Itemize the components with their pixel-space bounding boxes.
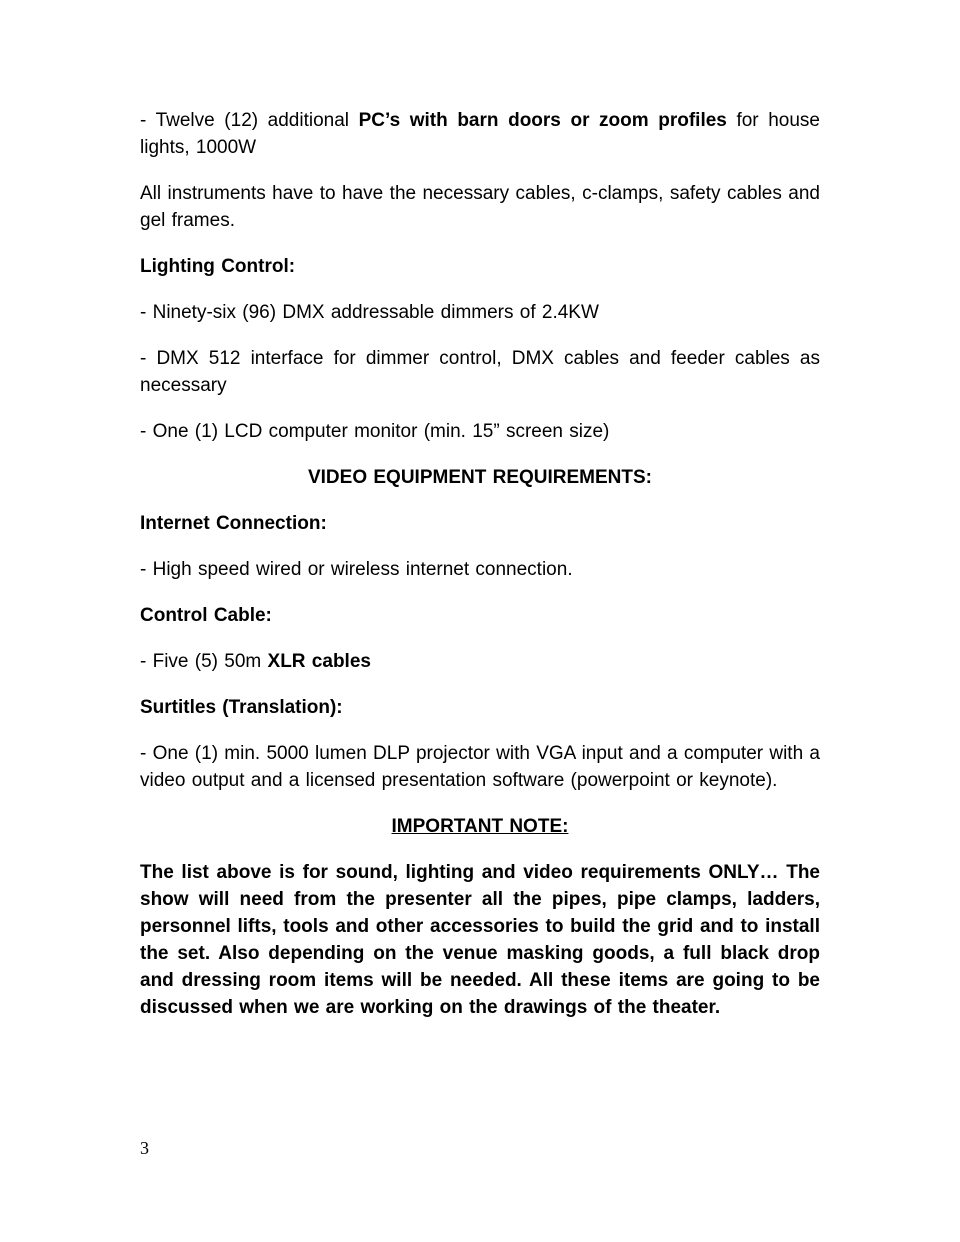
heading-surtitles-translation	[140, 694, 820, 721]
page-number: 3	[140, 1138, 149, 1158]
heading-surtitles-translation-segment: Surtitles (Translation):	[140, 697, 343, 718]
bullet-twelve-pcs-segment: PC’s with barn doors or zoom profiles	[358, 110, 727, 131]
bullet-twelve-pcs-segment: for house lights, 1000W	[140, 110, 820, 158]
heading-video-equipment-requirements	[140, 464, 820, 491]
heading-important-note-segment: IMPORTANT NOTE:	[391, 816, 569, 837]
bullet-dmx-interface-segment: - DMX 512 interface for dimmer control, DMX cables and feeder cables as necessary	[140, 348, 820, 396]
para-important-note-body-segment: The list above is for sound, lighting and video requirements ONLY… The show will need from the presenter all the pipes, pipe clamps, ladders, personnel lifts, tools and other accessories to build the grid and to install the set. Also depending on the venue masking goods, a full black drop and dressing room items will be needed. All these items are going to be discussed when we are working on the drawings of the theater.	[140, 862, 820, 1018]
heading-video-equipment-requirements-segment: VIDEO EQUIPMENT REQUIREMENTS:	[307, 467, 653, 488]
heading-control-cable	[140, 602, 820, 629]
para-important-note-body	[140, 859, 820, 1021]
document-content	[140, 107, 820, 1040]
bullet-dmx-dimmers	[140, 299, 820, 326]
bullet-dlp-projector	[140, 740, 820, 794]
heading-lighting-control-segment: Lighting Control:	[140, 256, 296, 277]
bullet-twelve-pcs-segment: - Twelve (12) additional	[140, 110, 359, 131]
para-instruments-note	[140, 180, 820, 234]
bullet-dlp-projector-segment: - One (1) min. 5000 lumen DLP projector with VGA input and a computer with a video output and a licensed presentation software (powerpoint or keynote).	[140, 743, 820, 791]
bullet-xlr-cables	[140, 648, 820, 675]
bullet-dmx-dimmers-segment: - Ninety-six (96) DMX addressable dimmers of 2.4KW	[140, 302, 599, 323]
bullet-xlr-cables-segment: - Five (5) 50m	[140, 651, 268, 672]
bullet-lcd-monitor-segment: - One (1) LCD computer monitor (min. 15” screen size)	[140, 421, 610, 442]
heading-internet-connection-segment: Internet Connection:	[140, 513, 327, 534]
para-instruments-note-segment: All instruments have to have the necessary cables, c-clamps, safety cables and gel frames.	[140, 183, 820, 231]
heading-important-note	[140, 813, 820, 840]
bullet-lcd-monitor	[140, 418, 820, 445]
heading-internet-connection	[140, 510, 820, 537]
heading-lighting-control	[140, 253, 820, 280]
bullet-internet-connection	[140, 556, 820, 583]
heading-control-cable-segment: Control Cable:	[140, 605, 272, 626]
bullet-internet-connection-segment: - High speed wired or wireless internet connection.	[140, 559, 573, 580]
bullet-xlr-cables-segment: XLR cables	[267, 651, 371, 672]
bullet-twelve-pcs	[140, 107, 820, 161]
bullet-dmx-interface	[140, 345, 820, 399]
